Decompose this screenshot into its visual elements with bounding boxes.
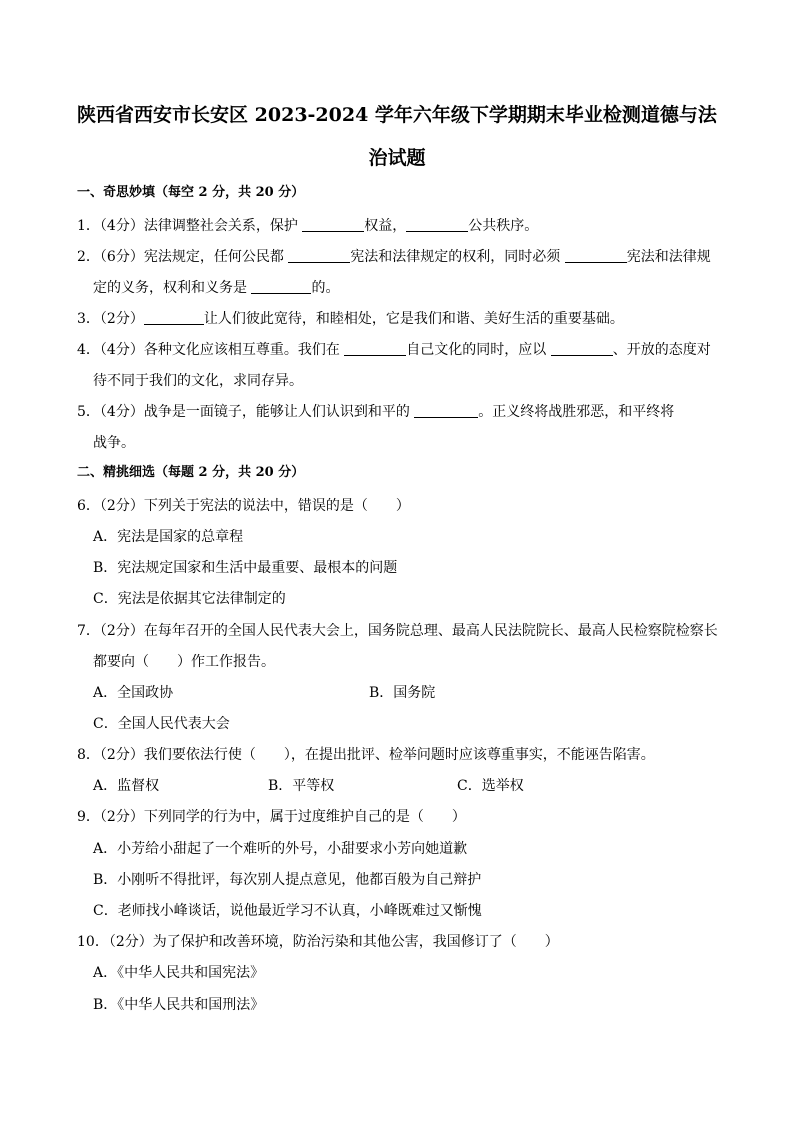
blank-field[interactable]	[414, 403, 478, 418]
blank-field[interactable]	[288, 248, 350, 263]
question-8: 8．（2分）我们要依法行使（ ），在提出批评、检举问题时应该尊重事实，不能诬告陷害。	[77, 747, 655, 763]
blank-field[interactable]	[551, 341, 613, 356]
question-9: 9．（2分）下列同学的行为中，属于过度维护自己的是（ ）	[77, 809, 466, 825]
question-4-cont: 待不同于我们的文化，求同存异。	[93, 373, 303, 389]
question-2: 2．（6分）宪法规定，任何公民都 宪法和法律规定的权利，同时必须 宪法和法律规	[77, 249, 711, 265]
blank-field[interactable]	[344, 341, 406, 356]
option-c[interactable]: C．老师找小峰谈话，说他最近学习不认真，小峰既难过又惭愧	[93, 903, 482, 919]
section-1-heading: 一、奇思妙填（每空 2 分，共 20 分）	[77, 185, 305, 200]
section-2-heading: 二、精挑细选（每题 2 分，共 20 分）	[77, 465, 305, 480]
blank-field[interactable]	[565, 248, 627, 263]
option-b[interactable]: B．国务院	[369, 685, 436, 701]
question-7-cont: 都要向（ ）作工作报告。	[93, 654, 275, 670]
question-2-cont: 定的义务，权利和义务是 的。	[93, 280, 340, 296]
blank-field[interactable]	[406, 217, 468, 232]
option-b[interactable]: B．宪法规定国家和生活中最重要、最根本的问题	[93, 560, 398, 576]
question-4: 4．（4分）各种文化应该相互尊重。我们在 自己文化的同时，应以 、开放的态度对	[77, 342, 711, 358]
option-a[interactable]: A．《中华人民共和国宪法》	[93, 965, 265, 981]
question-6: 6．（2分）下列关于宪法的说法中，错误的是（ ）	[77, 498, 410, 514]
blank-field[interactable]	[251, 279, 311, 294]
option-a[interactable]: A．监督权	[93, 778, 160, 794]
option-c[interactable]: C．宪法是依据其它法律制定的	[93, 591, 286, 607]
title-line-1: 陕西省西安市长安区 2023-2024 学年六年级下学期期末毕业检测道德与法	[77, 104, 717, 126]
question-10: 10．（2分）为了保护和改善环境，防治污染和其他公害，我国修订了（ ）	[77, 934, 559, 950]
question-3: 3．（2分） 让人们彼此宽待，和睦相处，它是我们和谐、美好生活的重要基础。	[77, 311, 624, 327]
option-c[interactable]: C．全国人民代表大会	[93, 716, 230, 732]
option-b[interactable]: B．平等权	[268, 778, 335, 794]
page-title	[60, 101, 734, 172]
option-b[interactable]: B．《中华人民共和国刑法》	[93, 997, 265, 1013]
option-c[interactable]: C．选举权	[457, 778, 524, 794]
blank-field[interactable]	[144, 310, 204, 325]
blank-field[interactable]	[302, 217, 364, 232]
option-b[interactable]: B．小刚听不得批评，每次别人提点意见，他都百般为自己辩护	[93, 872, 482, 888]
question-5: 5．（4分）战争是一面镜子，能够让人们认识到和平的 。正义终将战胜邪恶，和平终将	[77, 404, 675, 420]
question-7: 7．（2分）在每年召开的全国人民代表大会上，国务院总理、最高人民法院院长、最高人民检察院检察长	[77, 623, 718, 639]
option-a[interactable]: A．小芳给小甜起了一个难听的外号，小甜要求小芳向她道歉	[93, 841, 468, 857]
title-line-2: 治试题	[368, 147, 426, 169]
question-1: 1．（4分）法律调整社会关系，保护 权益， 公共秩序。	[77, 218, 539, 234]
option-a[interactable]: A．宪法是国家的总章程	[93, 529, 244, 545]
question-5-cont: 战争。	[93, 435, 135, 451]
option-a[interactable]: A．全国政协	[93, 685, 174, 701]
